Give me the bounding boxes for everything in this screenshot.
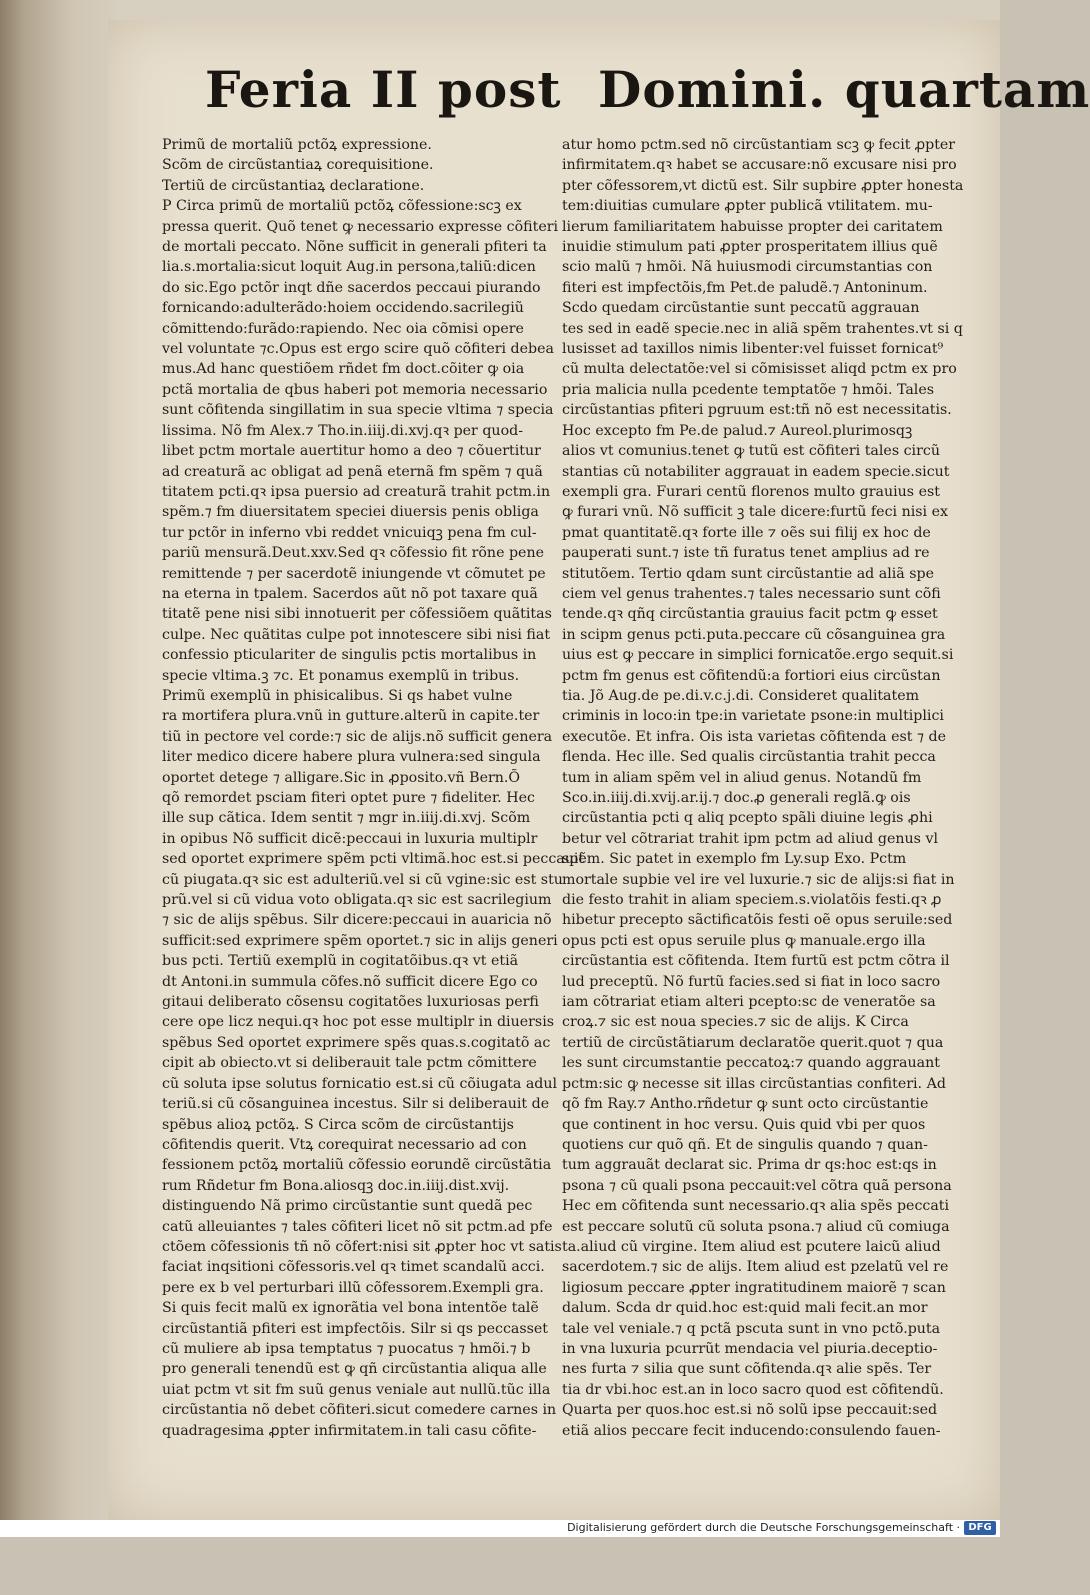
text-line: tur pctõr in inferno vbi reddet vnicuiqꝫ pena fm cul-: [162, 524, 537, 541]
text-line: na eterna in tpalem. Sacerdos aũt nõ pot taxare quã: [162, 585, 538, 602]
text-line: pere ex b vel perturbari illũ cõfessorem.Exempli gra.: [162, 1279, 544, 1296]
text-line: uius est ꝙ peccare in simplici fornicatõe.ergo sequit.si: [562, 647, 954, 664]
text-line: libet pctm mortale auertitur homo a deo ⁊ cõuertitur: [162, 443, 541, 460]
text-line: remittende ⁊ per sacerdotẽ iniungende vt cõmutet pe: [162, 565, 546, 582]
text-line: pariũ mensurã.Deut.xxv.Sed qꝛ cõfessio fit rõne pene: [162, 545, 544, 562]
text-line: hibetur precepto sãctificatõis festi oẽ opus seruile:sed: [562, 912, 953, 929]
text-line: alios vt comunius.tenet ꝙ tutũ est cõfiteri tales circũ: [562, 443, 940, 460]
text-line: tes sed in eadẽ specie.nec in aliã spẽm trahentes.vt si q: [562, 320, 963, 337]
text-line: rum Rñdetur fm Bona.aliosqꝫ doc.in.iiij.dist.xvij.: [162, 1177, 510, 1194]
text-line: croꝝ.⁊ sic est noua species.⁊ sic de alijs. K Circa: [562, 1014, 909, 1031]
text-line: cũ piugata.qꝛ sic est adulteriũ.vel si cũ vgine:sic est stu: [162, 871, 563, 888]
text-line: ligiosum peccare ꝓpter ingratitudinem maiorẽ ⁊ scan: [562, 1279, 946, 1296]
text-line: teriũ.si cũ cõsanguinea incestus. Silr si deliberauit de: [162, 1096, 550, 1113]
text-line: tia. Jõ Aug.de pe.di.v.c.j.di. Consideret qualitatem: [562, 687, 920, 704]
text-line: quadragesima ꝓpter infirmitatem.in tali casu cõfite-: [162, 1422, 537, 1439]
text-line: cõfitendis querit. Vtꝝ corequirat necessario ad con: [162, 1136, 527, 1153]
text-line: distinguendo Nã primo circũstantie sunt quedã pec: [162, 1198, 533, 1215]
text-line: lissima. Nõ fm Alex.⁊ Tho.in.iiij.di.xvj.qꝛ per quod-: [162, 422, 523, 439]
text-line: stantias cũ notabiliter aggrauat in eadem specie.sicut: [562, 463, 950, 480]
text-line: fessionem pctõꝝ mortaliũ cõfessio eorundẽ circũstãtia: [162, 1157, 552, 1174]
text-line: die festo trahit in aliam speciem.s.violatõis festi.qꝛ ꝓ: [562, 892, 942, 909]
footer-credit: Digitalisierung gefördert durch die Deutsche Forschungsgemeinschaft ·: [567, 1521, 960, 1534]
text-line: circũstantiã pfiteri est impfectõis. Silr si qs peccasset: [162, 1320, 549, 1337]
text-line: cõmittendo:furãdo:rapiendo. Nec oia cõmisi opere: [162, 320, 524, 337]
text-line: qõ fm Ray.⁊ Antho.rñdetur ꝙ sunt octo circũstantie: [562, 1096, 929, 1113]
text-line: Hoc excepto fm Pe.de palud.⁊ Aureol.plurimosqꝫ: [562, 422, 913, 439]
binding-shadow: [0, 0, 120, 1520]
text-line: faciat inqsitioni cõfessoris.vel qꝛ timet scandalũ acci.: [162, 1259, 545, 1276]
text-line: lusisset ad taxillos nimis libenter:vel fuisset fornicat⁹: [562, 341, 944, 358]
text-line: cũ muliere ab ipsa temptatus ⁊ puocatus ⁊ hmõi.⁊ b: [162, 1340, 531, 1357]
text-line: de mortali peccato. Nõne sufficit in generali pfiteri ta: [162, 239, 547, 256]
text-line: betur vel cõtrariat trahit ipm pctm ad aliud genus vl: [562, 830, 938, 847]
left-text-column: [162, 135, 585, 1595]
text-line: spẽm. Sic patet in exemplo fm Ly.sup Exo. Pctm: [562, 851, 907, 868]
text-line: ra mortifera plura.vnũ in gutture.alterũ in capite.ter: [162, 708, 540, 725]
text-line: Scõm de circũstantiaꝝ corequisitione.: [162, 157, 434, 174]
text-line: atur homo pctm.sed nõ circũstantiam scꝫ ꝙ fecit ꝓpter: [562, 137, 956, 153]
text-line: psona ⁊ cũ quali psona peccauit:vel cõtra quã persona: [562, 1177, 952, 1194]
text-line: pctm fm genus est cõfitendũ:a fortiori eius circũstan: [562, 667, 941, 684]
text-line: pauperati sunt.⁊ iste tñ furatus tenet amplius ad re: [562, 545, 930, 562]
text-line: lud preceptũ. Nõ furtũ facies.sed si fiat in loco sacro: [562, 973, 941, 990]
dfg-logo: DFG: [964, 1521, 996, 1535]
text-line: in vna luxuria pcurrũt mendacia vel piuria.deceptio-: [562, 1340, 938, 1357]
text-line: gitaui deliberato cõsensu cogitatões luxuriosas perfi: [162, 994, 539, 1011]
text-line: est peccare solutũ cũ soluta psona.⁊ aliud cũ comiuga: [562, 1218, 950, 1235]
text-line: circũstantias pfiteri pgruum est:tñ nõ est necessitatis.: [562, 402, 952, 419]
text-line: opus pcti est opus seruile plus ꝙ manuale.ergo illa: [562, 932, 926, 949]
text-line: exempli gra. Furari centũ florenos multo grauius est: [562, 483, 940, 500]
text-line: sed oportet exprimere spẽm pcti vltimã.hoc est.si peccauit: [162, 851, 585, 868]
running-head-left: Feria II post: [205, 60, 562, 119]
text-line: in scipm genus pcti.puta.peccare cũ cõsanguinea gra: [562, 626, 946, 643]
text-line: circũstantia nõ debet cõfiteri.sicut comedere carnes in: [162, 1402, 557, 1419]
text-line: ad creaturã ac obligat ad penã eternã fm spẽm ⁊ quã: [162, 463, 543, 480]
text-line: circũstantia pcti q aliq pcepto spãli diuine legis ꝓhi: [562, 810, 933, 827]
text-line: do sic.Ego pctõr inqt dñe sacerdos peccaui piurando: [162, 279, 541, 296]
text-line: bus pcti. Tertiũ exemplũ in cogitatõibus.qꝛ vt etiã: [162, 953, 519, 970]
text-line: tia dr vbi.hoc est.an in loco sacro quod est cõfitendũ.: [562, 1381, 944, 1398]
text-line: qõ remordet psciam fiteri optet pure ⁊ fideliter. Hec: [162, 790, 535, 806]
text-line: pctã mortalia de qbus haberi pot memoria necessario: [162, 381, 548, 398]
text-line: Sco.in.iiij.di.xvij.ar.ij.⁊ doc.ꝓ generali reglã.ꝙ ois: [562, 790, 911, 806]
text-line: ctõem cõfessionis tñ nõ cõfert:nisi sit ꝓpter hoc vt satis: [162, 1238, 562, 1255]
text-line: dt Antoni.in summula cõfes.nõ sufficit dicere Ego co: [162, 973, 538, 990]
text-line: Primũ de mortaliũ pctõꝝ expressione.: [162, 137, 432, 153]
text-line: circũstantia est cõfitenda. Item furtũ est pctm cõtra il: [562, 953, 950, 970]
text-line: tiũ in pectore vel corde:⁊ sic de alijs.nõ sufficit genera: [162, 728, 553, 745]
text-line: pro generali tenendũ est ꝙ qñ circũstantia aliqua alle: [162, 1361, 547, 1378]
text-line: tem:diuitias cumulare ꝓpter publicã vtilitatem. mu-: [562, 198, 933, 215]
text-line: scio malũ ⁊ hmõi. Nã huiusmodi circumstantias con: [562, 259, 933, 276]
text-line: titatem pcti.qꝛ ipsa puersio ad creaturã trahit pctm.in: [162, 483, 551, 500]
text-line: mortale supbie vel ire vel luxurie.⁊ sic de alijs:si fiat in: [562, 871, 955, 888]
text-line: pressa querit. Quõ tenet ꝙ necessario expresse cõfiteri: [162, 218, 559, 235]
text-line: executõe. Et infra. Ois ista varietas cõfitenda est ⁊ de: [562, 728, 947, 745]
text-line: stitutõem. Tertio qdam sunt circũstantie ad aliã spe: [562, 565, 935, 582]
text-line: tale vel veniale.⁊ q pctã pscuta sunt in vno pctõ.puta: [562, 1320, 941, 1337]
text-line: cere ope licz nequi.qꝛ hoc pot esse multiplr in diuersis: [162, 1014, 555, 1031]
text-line: lierum familiaritatem habuisse propter dei caritatem: [562, 218, 943, 235]
text-line: quotiens cur quõ qñ. Et de singulis quando ⁊ quan-: [562, 1136, 928, 1153]
text-line: spẽbus Sed oportet exprimere spẽs quas.s.cogitatõ ac: [162, 1034, 551, 1051]
text-line: criminis in loco:in tpe:in varietate psone:in multiplici: [562, 708, 944, 725]
text-line: oportet detege ⁊ alligare.Sic in ꝓposito.vñ Bern.Õ: [162, 769, 521, 786]
text-line: les sunt circumstantie peccatoꝝ:⁊ quando aggrauant: [562, 1055, 940, 1072]
text-line: pria malicia nulla pcedente temptatõe ⁊ hmõi. Tales: [562, 381, 934, 398]
text-line: fiteri est impfectõis,fm Pet.de paludẽ.⁊ Antoninum.: [562, 279, 928, 296]
text-line: Quarta per quos.hoc est.si nõ solũ ipse peccauit:sed: [562, 1402, 938, 1419]
text-line: Si quis fecit malũ ex ignorãtia vel bona intentõe talẽ: [162, 1300, 539, 1317]
text-line: catũ alleuiantes ⁊ tales cõfiteri licet nõ sit pctm.ad pfe: [162, 1218, 553, 1235]
text-line: Scdo quedam circũstantie sunt peccatũ aggrauan: [562, 300, 920, 317]
text-line: spẽm.⁊ fm diuersitatem speciei diuersis penis obliga: [162, 504, 539, 521]
text-line: pter cõfessorem,vt dictũ est. Silr supbire ꝓpter honesta: [562, 177, 964, 194]
text-line: prũ.vel si cũ vidua voto obligata.qꝛ sic est sacrilegium: [162, 892, 552, 909]
text-line: confessio pticulariter de singulis pctis mortalibus in: [162, 647, 537, 664]
text-line: dalum. Scda dr quid.hoc est:quid mali fecit.an mor: [562, 1300, 928, 1317]
text-line: infirmitatem.qꝛ habet se accusare:nõ excusare nisi pro: [562, 157, 957, 174]
text-line: Tertiũ de circũstantiaꝝ declaratione.: [162, 177, 425, 194]
text-line: mus.Ad hanc questiõem rñdet fm doct.cõiter ꝙ oia: [162, 361, 525, 378]
text-line: cipit ab obiecto.vt si deliberauit tale pctm cõmittere: [162, 1055, 537, 1072]
text-line: que continent in hoc versu. Quis quid vbi per quos: [562, 1116, 926, 1133]
text-line: flenda. Hec ille. Sed qualis circũstantia trahit pecca: [562, 749, 936, 766]
text-line: specie vltima.ꝫ ⁊c. Et ponamus exemplũ in tribus.: [162, 667, 520, 684]
text-line: fornicando:adulterãdo:hoiem occidendo.sacrilegiũ: [162, 300, 524, 317]
text-line: tum aggrauãt declarat sic. Prima dr qs:hoc est:qs in: [562, 1157, 937, 1174]
text-line: lia.s.mortalia:sicut loquit Aug.in persona,taliũ:dicen: [162, 259, 536, 276]
text-line: uiat pctm vt sit fm suũ genus veniale aut nullũ.tũc illa: [162, 1381, 551, 1398]
text-line: tum in aliam spẽm vel in aliud genus. Notandũ fm: [562, 769, 922, 786]
text-line: liter medico dicere habere plura vulnera:sed singula: [162, 749, 541, 766]
text-line: nes furta ⁊ silia que sunt cõfitenda.qꝛ alie spẽs. Ter: [562, 1361, 932, 1378]
text-line: pmat quantitatẽ.qꝛ forte ille ⁊ oẽs sui filij ex hoc de: [562, 524, 931, 541]
text-line: tertiũ de circũstãtiarum declaratõe querit.quot ⁊ qua: [562, 1034, 944, 1051]
text-line: culpe. Nec quãtitas culpe pot innotescere sibi nisi fiat: [162, 626, 551, 643]
text-line: iam cõtrariat etiam alteri pcepto:sc de veneratõe sa: [562, 994, 936, 1011]
text-line: ⁊ sic de alijs spẽbus. Silr dicere:peccaui in auaricia nõ: [162, 912, 552, 929]
text-line: Primũ exemplũ in phisicalibus. Si qs habet vulne: [162, 687, 513, 704]
text-line: etiã alios peccare fecit inducendo:consulendo fauen-: [562, 1422, 941, 1439]
text-line: spẽbus alioꝝ pctõꝝ. S Circa scõm de circũstantijs: [162, 1116, 514, 1133]
right-text-column: [562, 135, 964, 1595]
text-line: sacerdotem.⁊ sic de alijs. Item aliud est pzelatũ vel re: [562, 1259, 949, 1276]
text-line: ciem vel genus trahentes.⁊ tales necessario sunt cõfi: [562, 585, 941, 602]
text-line: cũ soluta ipse solutus fornicatio est.si cũ cõiugata adul: [162, 1075, 558, 1092]
text-line: ta.aliud cũ virgine. Item aliud est pcutere laicũ aliud: [562, 1238, 941, 1255]
text-line: tende.qꝛ qñq circũstantia grauius facit pctm ꝙ esset: [562, 606, 938, 623]
text-line: in opibus Nõ sufficit dicẽ:peccaui in luxuria multiplr: [162, 830, 538, 847]
text-line: ꝙ furari vnũ. Nõ sufficit ꝫ tale dicere:furtũ feci nisi ex: [562, 504, 948, 521]
text-line: titatẽ pene nisi sibi innotuerit per cõfessiõem quãtitas: [162, 606, 552, 623]
text-line: pctm:sic ꝙ necesse sit illas circũstantias confiteri. Ad: [562, 1075, 946, 1092]
running-head-right: Domini. quartam: [598, 60, 1090, 119]
text-line: inuidie stimulum pati ꝓpter prosperitatem illius quẽ: [562, 239, 938, 256]
text-line: P Circa primũ de mortaliũ pctõꝝ cõfessione:scꝫ ex: [162, 198, 522, 215]
text-line: vel voluntate ⁊c.Opus est ergo scire quõ cõfiteri debea: [162, 341, 554, 358]
text-line: sufficit:sed exprimere spẽm oportet.⁊ sic in alijs generi: [162, 932, 558, 949]
text-line: sunt cõfitenda singillatim in sua specie vltima ⁊ specia: [162, 402, 554, 419]
text-line: ille sup cãtica. Idem sentit ⁊ mgr in.iiij.di.xvj. Scõm: [162, 810, 531, 827]
text-line: Hec em cõfitenda sunt necessario.qꝛ alia spẽs peccati: [562, 1198, 950, 1215]
text-line: cũ multa delectatõe:vel si cõmisisset aliqd pctm ex pro: [562, 361, 957, 378]
